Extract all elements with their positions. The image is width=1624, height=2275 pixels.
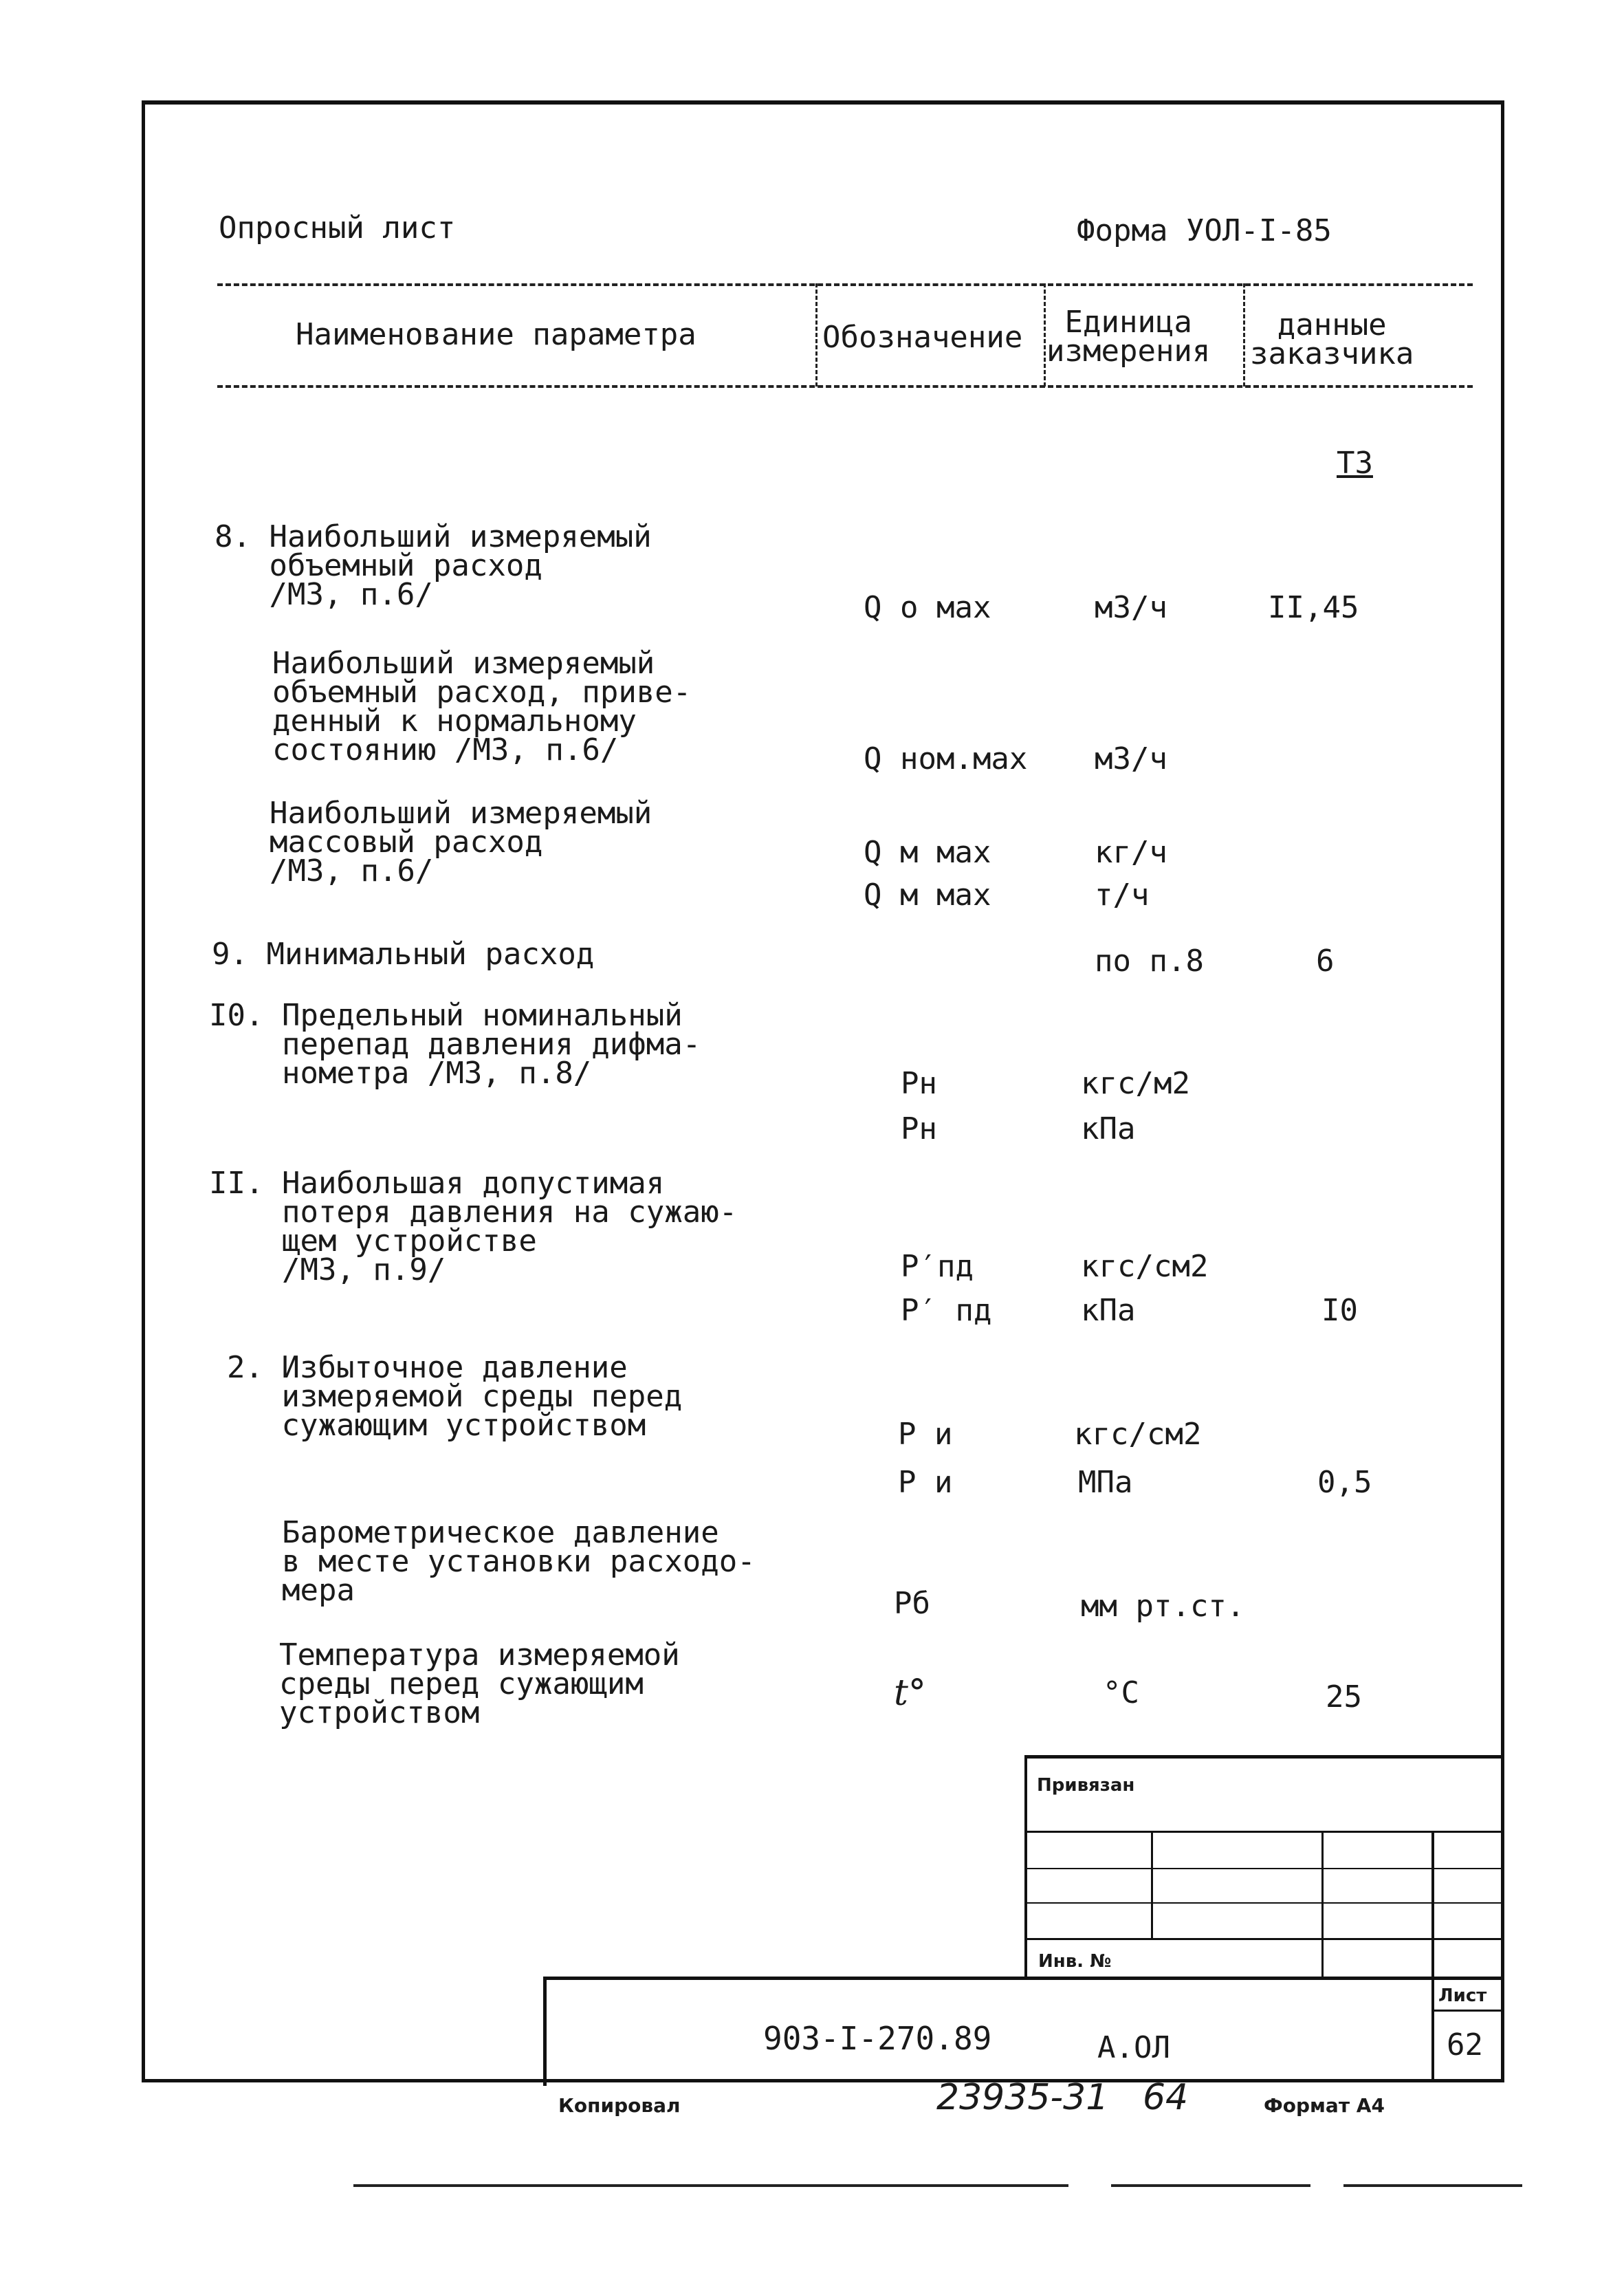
sheet-number: 62 <box>1447 2027 1483 2062</box>
row-8b-symbol: Q ном.мах <box>864 741 1028 776</box>
bottom-line-2 <box>1111 2184 1310 2187</box>
column-header-unit: Единица измерения <box>1046 305 1211 369</box>
row-12-unit-1: кгс/см2 <box>1074 1417 1202 1452</box>
row-12-symbol-2: Р и <box>898 1465 953 1500</box>
stamp-col-1 <box>1151 1831 1153 1938</box>
row-12-name: 2. Избыточное давление измеряемой среды перед сужающим устройством <box>227 1350 683 1443</box>
col-divider-3 <box>1243 283 1245 387</box>
row-10-unit-1: кгс/м2 <box>1081 1066 1190 1101</box>
bound-label: Привязан <box>1037 1775 1135 1796</box>
document-number: 903-I-270.89 <box>763 2020 992 2057</box>
column-header-name: Наименование параметра <box>296 317 696 352</box>
bottom-line-3 <box>1343 2184 1522 2187</box>
row-12-unit-2: МПа <box>1078 1465 1133 1500</box>
row-8c-unit-1: кг/ч <box>1095 835 1167 870</box>
row-8-symbol: Q о мах <box>864 590 991 625</box>
row-13-symbol: Рб <box>894 1586 930 1621</box>
stamp-rule-2 <box>1024 1868 1501 1869</box>
col-divider-2 <box>1044 283 1046 387</box>
page-ref: Т3 <box>1337 446 1373 481</box>
copied-label: Копировал <box>558 2094 681 2117</box>
row-8-value: II,45 <box>1268 590 1359 625</box>
form-code: Форма УОЛ-I-85 <box>1077 213 1332 248</box>
row-8c-symbol-1: Q м мах <box>864 835 991 870</box>
row-11-unit-2: кПа <box>1081 1293 1136 1328</box>
row-14-symbol: t° <box>894 1673 926 1714</box>
row-9-unit: по п.8 <box>1095 944 1204 979</box>
row-10-name: I0. Предельный номинальный перепад давления дифма- нометра /М3, п.8/ <box>209 998 701 1091</box>
handwritten-number: 23935-31 64 <box>936 2077 1189 2118</box>
format-label: Формат А4 <box>1264 2094 1385 2117</box>
row-9-value: 6 <box>1316 944 1335 979</box>
row-10-symbol-1: Рн <box>901 1066 937 1101</box>
row-11-unit-1: кгс/см2 <box>1081 1249 1209 1284</box>
row-8-name: 8. Наибольший измеряемый объемный расход /М3, п.6/ <box>215 519 652 612</box>
document-code: А.ОЛ <box>1097 2030 1170 2065</box>
bottom-line-1 <box>353 2184 1068 2187</box>
row-11-symbol-2: Р′ пд <box>901 1293 992 1328</box>
row-14-name: Температура измеряемой среды перед сужающим устройством <box>279 1637 680 1730</box>
row-8c-name: Наибольший измеряемый массовый расход /М3, п.6/ <box>270 796 652 889</box>
stamp-rule-4 <box>1024 1938 1501 1940</box>
column-header-symbol: Обозначение <box>822 320 1023 355</box>
row-12-value: 0,5 <box>1317 1465 1372 1500</box>
sheet-label: Лист <box>1438 1985 1487 2006</box>
row-8-unit: м3/ч <box>1095 590 1167 625</box>
col-divider-1 <box>815 283 818 387</box>
row-8b-name: Наибольший измеряемый объемный расход, приве- денный к нормальному состоянию /М3, п.6/ <box>272 646 692 768</box>
row-8b-unit: м3/ч <box>1095 741 1167 776</box>
row-8c-unit-2: т/ч <box>1095 878 1150 913</box>
row-13-unit: мм рт.ст. <box>1081 1589 1245 1624</box>
row-9-name: 9. Минимальный расход <box>212 937 595 972</box>
row-11-value: I0 <box>1321 1293 1358 1328</box>
title-block-main <box>543 1977 1504 2086</box>
stamp-rule-1 <box>1024 1831 1501 1833</box>
inv-label: Инв. № <box>1038 1951 1112 1972</box>
row-12-symbol-1: Р и <box>898 1417 953 1452</box>
stamp-rule-3 <box>1024 1902 1501 1904</box>
row-10-unit-2: кПа <box>1081 1111 1136 1146</box>
row-11-symbol-1: Р′пд <box>901 1249 974 1284</box>
header-bottom-rule <box>217 385 1473 388</box>
row-13-name: Барометрическое давление в месте установки расходо- мера <box>282 1515 756 1608</box>
row-11-name: II. Наибольшая допустимая потеря давления на сужаю- щем устройстве /М3, п.9/ <box>209 1166 738 1287</box>
stamp-col-2 <box>1321 1831 1324 1977</box>
column-header-data: данные заказчика <box>1250 307 1414 371</box>
row-14-unit: °С <box>1103 1675 1139 1710</box>
form-title: Опросный лист <box>219 210 456 246</box>
row-10-symbol-2: Рн <box>901 1111 937 1146</box>
row-8c-symbol-2: Q м мах <box>864 878 991 913</box>
row-14-value: 25 <box>1326 1679 1362 1715</box>
header-top-rule <box>217 283 1473 286</box>
